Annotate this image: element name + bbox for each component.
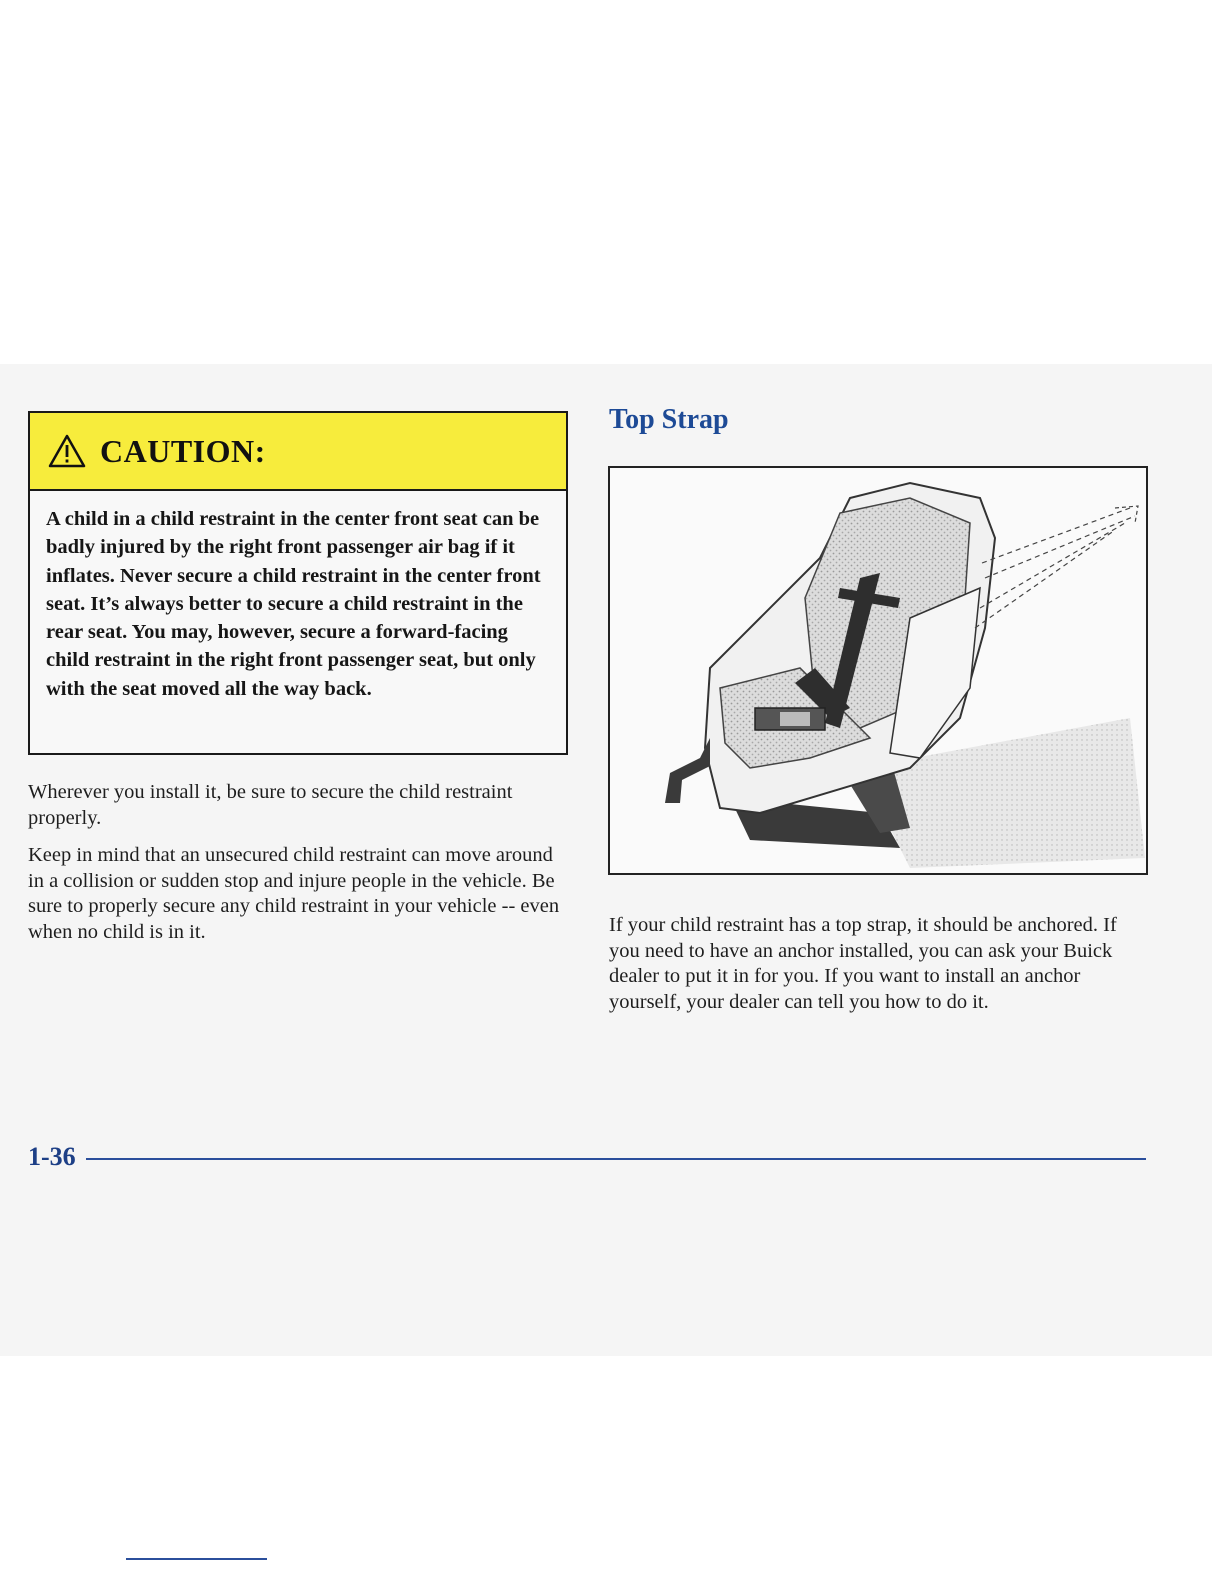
page-footer — [28, 1142, 1146, 1172]
caution-header — [30, 413, 566, 491]
page-number: 1-36 — [28, 1142, 76, 1171]
caution-box — [28, 411, 568, 755]
left-paragraph-2: Keep in mind that an unsecured child restraint can move around in a collision or sudden stop and injure people in the vehicle. Be sure to properly secure any child restraint in your vehicle -- even when no child is in it. — [28, 844, 560, 943]
footer-rule — [86, 1158, 1146, 1160]
bottom-rule — [126, 1558, 267, 1560]
caution-title: CAUTION: — [100, 432, 266, 469]
caution-text: A child in a child restraint in the center front seat can be badly injured by the right front passenger air bag if it inflates. Never secure a child restraint in the center front seat. It’s always better to secure a child restraint in the rear seat. You may, however, secure a forward-facing child restraint in the right front passenger seat, but only with the seat moved all the way back. — [46, 508, 541, 700]
child-seat-illustration — [608, 466, 1148, 875]
left-paragraph-1: Wherever you install it, be sure to secure the child restraint properly. — [28, 781, 513, 829]
child-seat-drawing — [610, 468, 1146, 873]
warning-triangle-icon — [48, 434, 86, 468]
section-title: Top Strap — [609, 404, 729, 435]
right-paragraph: If your child restraint has a top strap, it should be anchored. If you need to have an anchor installed, you can ask your Buick dealer to put it in for you. If you want to install an anchor yourself, your dealer can tell you how to do it. — [609, 914, 1117, 1013]
